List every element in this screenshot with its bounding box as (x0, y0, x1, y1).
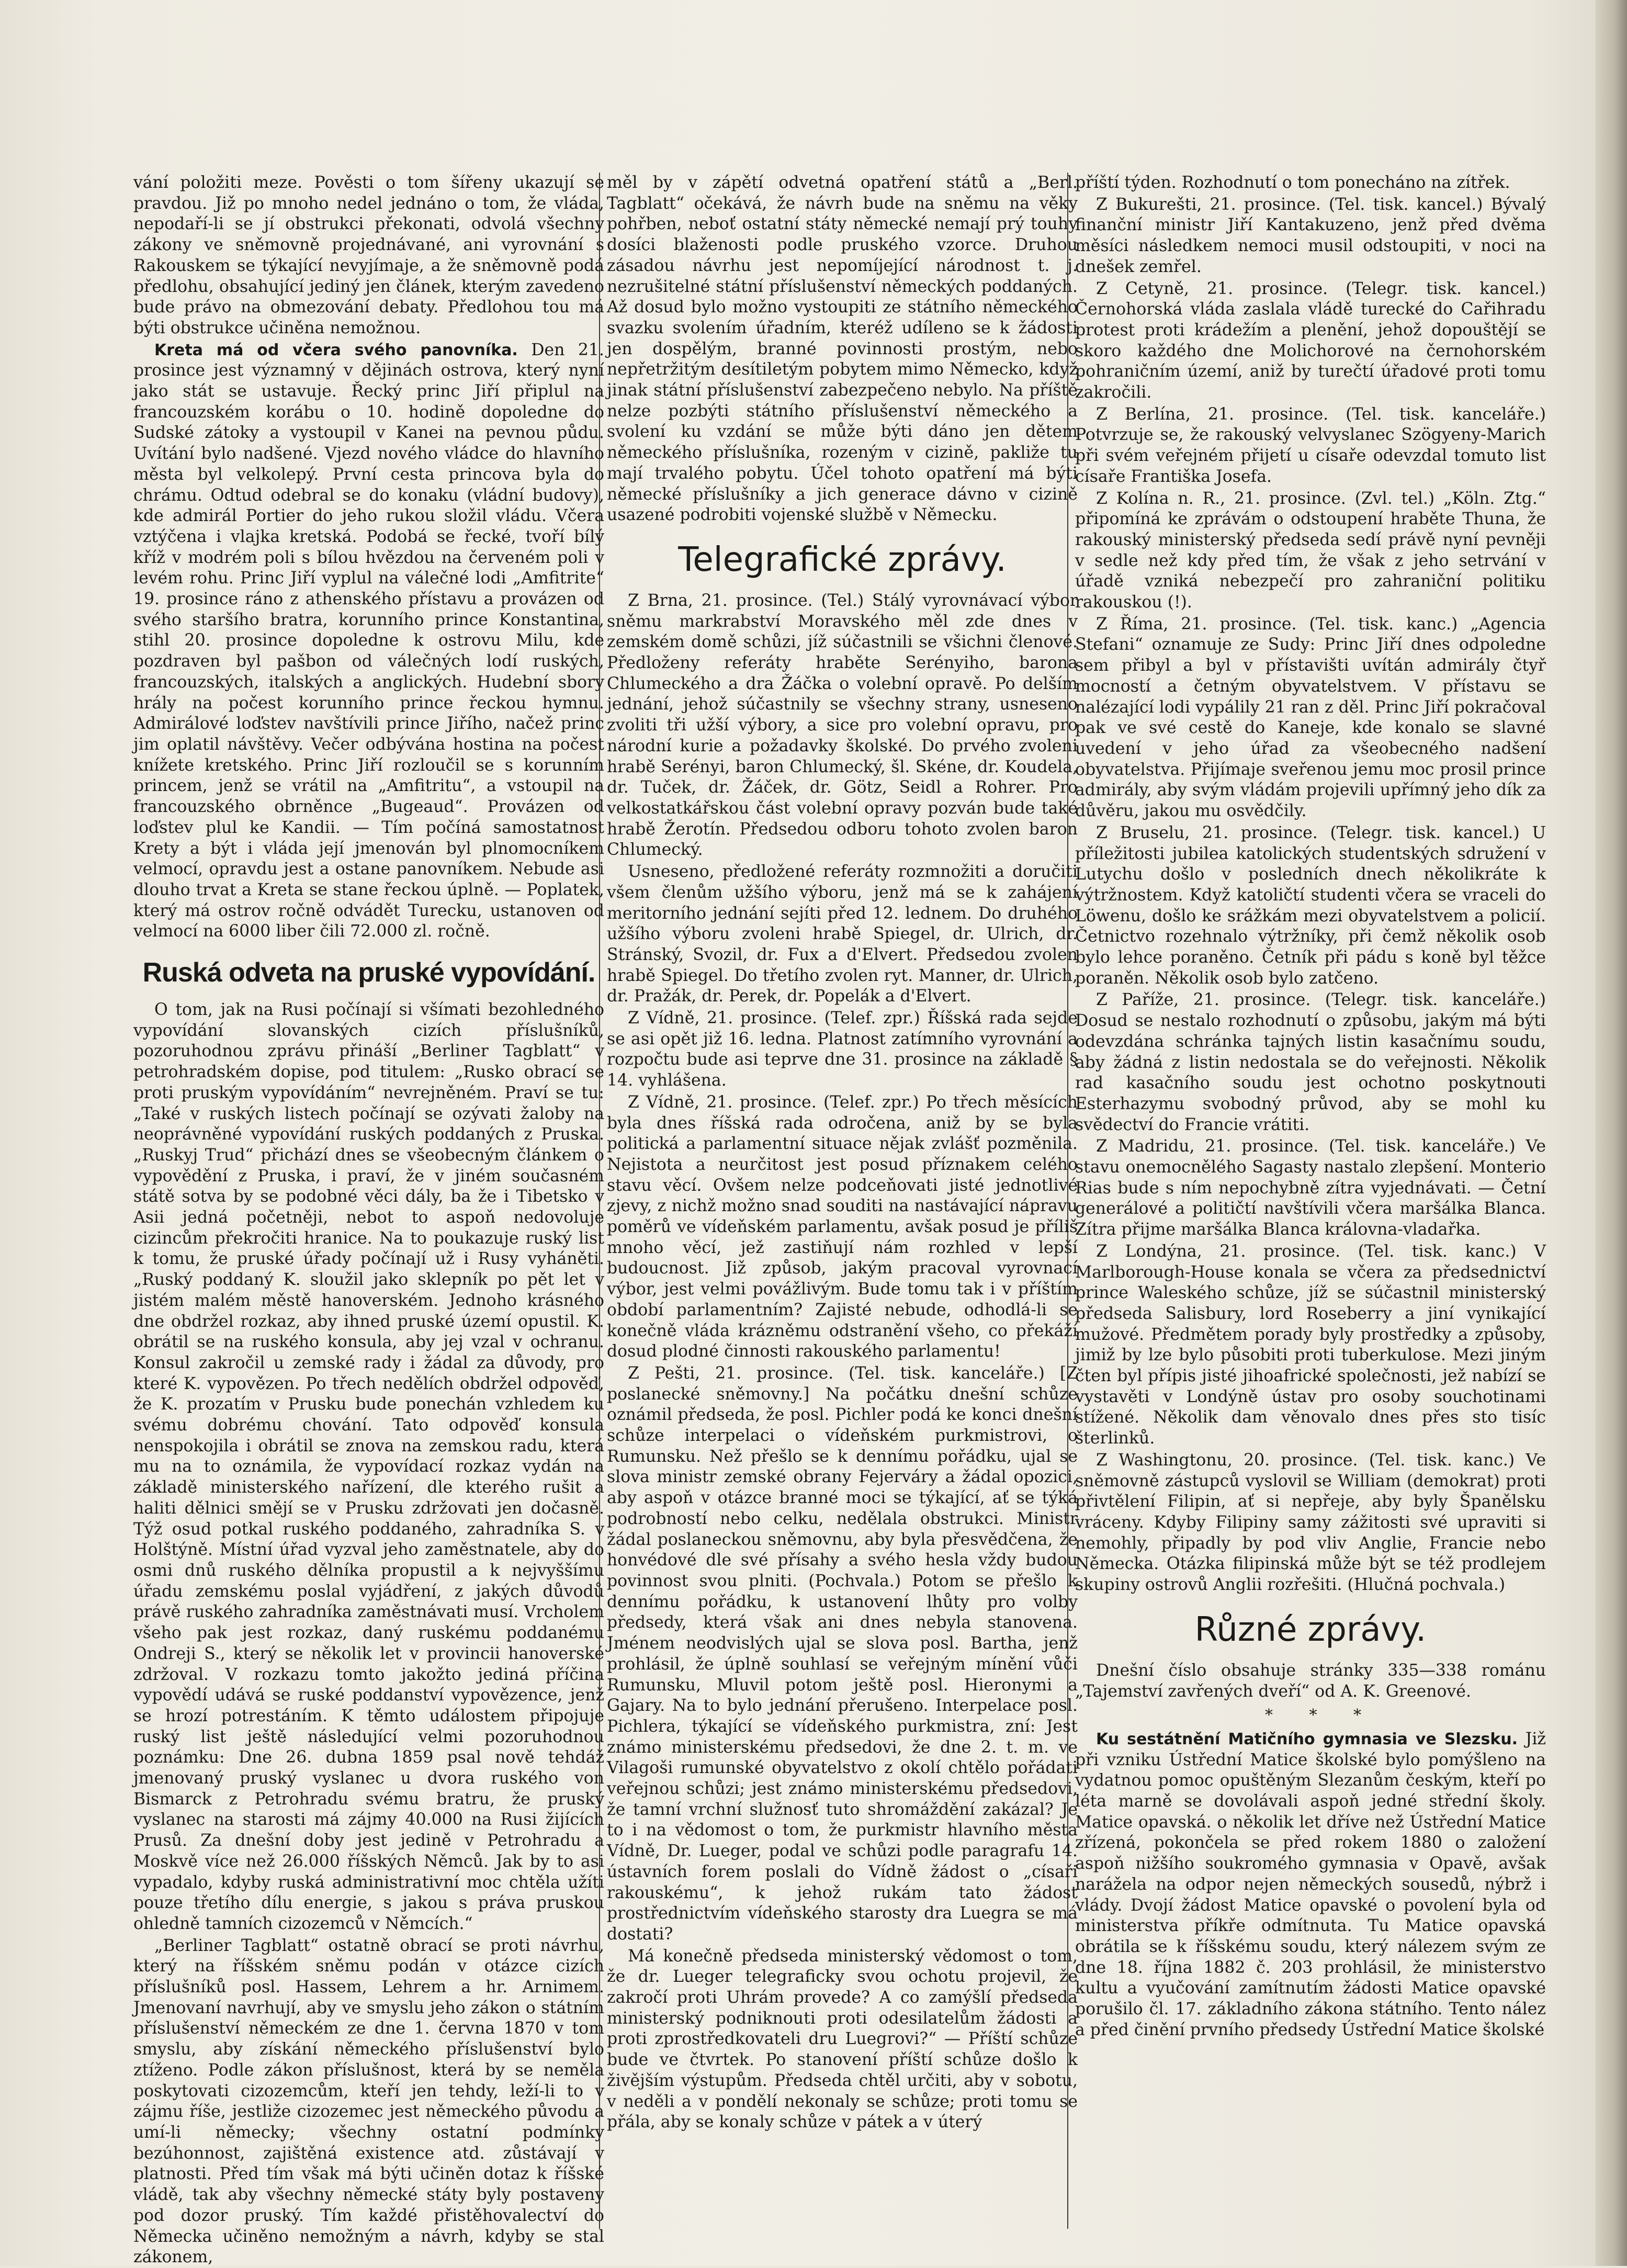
telegram-paragraph: Z Pešti, 21. prosince. (Tel. tisk. kanceláře.) [Z poslanecké sněmovny.] Na počátku dnešní schůze oznámil předseda, že posl. Pichler podá ke konci dnešní schůze interpelaci o vídeňském purkmistrovi, o Rumunsku. Než přešlo se k dennímu pořádku, ujal se slova ministr zemské obrany Fejerváry a žádal opozici, aby aspoň v otázce branné moci se týkající, ať se týká podrobností nebo celku, nedělala obstrukci. Ministr žádal poslaneckou sněmovnu, aby byla přesvědčena, že honvédové dle své přísahy a svého hesla vždy budou povinnost svou plniti. (Pochvala.) Potom se přešlo k dennímu pořádku, k ustanovení lhůty pro volby předsedy, která však ani dnes nebyla stanovena. Jménem neodvislých ujal se slova posl. Bartha, jenž prohlásil, že úplně souhlasí se veřejným mínění vůči Rumunsku, Mluvil potom ještě posl. Hieronymi a Gajary. Na to bylo jednání přerušeno. Interpelace posl. Pichlera, týkající se vídeňského purkmistra, zní: Jest známo ministerskému předsedovi, že dne 2. t. m. ve Vilagoši rumunské obyvatelstvo z okolí chtělo pořádati veřejnou schůzi; jest známo ministerskému předsedovi, že tamní vrchní služnosť tuto shromáždění zakázal? Je to i na vědomost o tom, že purkmistr hlavního města Vídně, Dr. Lueger, podal ve schůzi podle paragrafu 14. ústavních forem poslali do Vídně žádost o „císaři rakouskému“, k jehož rukám tato žádost prostřednictvím vídeňského starosty dra Luegra se má dostati? (607, 1363, 1078, 1944)
article-paragraph: „Berliner Tagblatt“ ostatně obrací se proti návrhu, který na říšském sněmu podán v otázce cizích příslušníků posl. Hassem, Lehrem a hr. Arnimem. Jmenovaní navrhují, aby ve smyslu jeho zákon o státním příslušenství německém ze dne 1. června 1870 v tom smyslu, aby získání německého příslušenství bylo ztíženo. Podle zákon příslušnost, která by se neměla poskytovati cizozemcům, kteří jen tehdy, leží-li to v zájmu říše, jestliže cizozemec jest německého původu a umí-li německy; všechny ostatní podmínky bezúhonnost, zajištěná existence atd. zůstávají v platnosti. Před tím však má býti učiněn dotaz k říšské vládě, tak aby všechny německé státy byly postaveny pod dozor pruský. Tím každé přistěhovalectví do Německa učiněno nemožným a návrh, kdyby se stal zákonem, (133, 1936, 604, 2267)
article-lead: Kreta má od včera svého panovníka. (154, 341, 518, 359)
telegram-paragraph: Z Říma, 21. prosince. (Tel. tisk. kanc.) „Agencia Stefani“ oznamuje ze Sudy: Princ Jiří dnes odpoledne sem přibyl a byl v přístavišti uvítán admirály čtyř mocností a četným obyvatelstvem. V přístavu se nalézající lodi vypálily 21 ran z děl. Princ Jiří pokračoval pak ve své cestě do Kaneje, kde konalo se slavné uvedení v jeho úřad za všeobecného nadšení obyvatelstva. Přijímaje sveřenou jemu moc prosil prince admirály, aby svým vládám projevili upřímný jeho dík za důvěru, jakou mu osvědčily. (1075, 614, 1546, 821)
section-heading: Různé zprávy. (1194, 1610, 1427, 1649)
telegram-paragraph: Z Washingtonu, 20. prosince. (Tel. tisk. kanc.) Ve sněmovně zástupců vyslovil se William (demokrat) proti přivtělení Filipin, ať si nepřeje, aby byly Španělsku vráceny. Kdyby Filipiny samy zážitosti své upraviti si nemohly, připadly by pod vliv Anglie, Francie nebo Německa. Otázka filipinská může být se též prodlejem skupiny ostrovů Anglii rozřešiti. (Hlučná pochvala.) (1075, 1450, 1546, 1595)
article-paragraph: O tom, jak na Rusi počínají si všímati bezohledného vypovídání slovanských cizích příslušníků, pozoruhodnou zprávu přináší „Berliner Tagblatt“ v petrohradském dopise, pod titulem: „Rusko obrací se proti pruským vypovídáním“ nevrejněném. Praví se tu: „Také v ruských listech počínají se ozývati žaloby na neoprávněné vypovídání ruských poddaných z Pruska. „Ruskyj Trud“ přichází dnes se všeobecným článkem o vypovědění z Pruska, i praví, že v jiném současném státě sotva by se podobné věci dály, ba že i Tibetsko v Asii jedná početněji, nebot to aspoň nedovoluje cizincům překročiti hranice. Na to poukazuje ruský list k tomu, že pruské úřady počínají už i Rusy vyháněti. „Ruský poddaný K. sloužil jako sklepník po pět let v jistém malém městě hanoverském. Jednoho krásného dne obdržel rozkaz, aby ihned pruské území opustil. K. obrátil se na ruského konsula, aby jej vzal v ochranu. Konsul zakročil u zemské rady i žádal za důvody, pro které K. vypovězen. Po třech nedělích obdržel odpověď, že K. prozatím v Prusku bude ponechán vzhledem ku svému dobrému chování. Tato odpověď konsula nenspokojila i obrátil se znova na zemskou radu, která mu na to oznámila, že vypovídací rozkaz vydán na základě ministerského nařízení, dle kterého rušit a haliti dělnici smějí se v Prusku zdržovati jen dočasně. Týž osud potkal ruského poddaného, zahradníka S. v Holštýně. Místní úřad vyzval jeho zaměstnatele, aby do osmi dnů ruského dělníka propustil a k nejvyššímu úřadu zemskému poslal vyjádření, z jakých důvodů právě ruského zahradníka zaměstnávati musí. Vrcholem všeho pak jest rozkaz, daný ruskému poddanému Ondreji S., který se několik let v provincii hanoverské zdržoval. V rozkazu tomto jakožto jediná příčina vypovědí udává se ruské poddanství vypovězence, jenž se hrozí potrestáním. K těmto událostem připojuje ruský list ještě následující velmi pozoruhodnou poznámku: Dne 26. dubna 1859 psal nově tehdáž jmenovaný pruský vyslanec u dvora ruského von Bismarck z Petrohradu svému bratru, že pruský vyslanec na starosti má zájmy 40.000 na Rusi žijících Prusů. Za dnešní doby jest jedině v Petrohradu a Moskvě více než 26.000 říšských Němců. Jak by to asi vypadalo, kdyby ruská administrativní moc chtěla užíti pouze třetího dílu energie, s jakou s práva pruskou ohledně tamních cizozemců v Němcích.“ (133, 1000, 604, 1933)
column-3 (1075, 173, 1546, 2224)
telegram-paragraph: Z Vídně, 21. prosince. (Telef. zpr.) Po třech měsících byla dnes říšská rada odročena, aniž by se byla politická a parlamentní situace nějak zvlášť pozměnila. Nejistota a neurčitost jest posud příznakem celého stavu věcí. Ovšem nelze podceňovati jisté jednotlivé zjevy, z nichž možno snad souditi na nastávající nápravu poměrů ve vídeňském parlamentu, avšak posud je příliš mnoho věcí, jež zastiňují nám rozhled v lepší budoucnost. Již způsob, jakým pracoval vyrovnací výbor, jest velmi povážlivým. Bude tomu tak i v příštím období parlamentním? Zajisté nebude, odhodlá-li se konečně vláda krázněmu odstranění všeho, co překáží dosud plodné činnosti rakouského parlamentu! (607, 1092, 1078, 1361)
article-paragraph: měl by v zápětí odvetná opatření států a „Berl. Tagblatt“ očekává, že návrh bude na sněmu na věky pohřben, neboť ostatní státy německé nemají prý touhy dosíci blaženosti podle pruského vzorce. Druhou zásadou návrhu jest nepomíjející národnost t. j. nezrušitelné státní příslušenství německých poddaných. Až dosud bylo možno vystoupiti ze státního německého svazku svolením úřadním, kteréž udíleno se k žádosti jen dospělým, branné povinnosti prostým, nebo nepřetržitým desítiletým pobytem mimo Německo, když jinak státní příslušenství zabezpečeno nebylo. Na příště nelze pozbýti státního příslušenství německého a svolení ku vzdání se může býti dáno jen dětem německého příslušníka, rozeným v cizině, pakliže tu mají trvalého pobytu. Účel tohoto opatření má býti německé příslušníky a jich generace dávno v cizině usazené podrobiti vojenské službě v Německu. (607, 173, 1078, 525)
telegram-paragraph: Z Paříže, 21. prosince. (Telegr. tisk. kanceláře.) Dosud se nestalo rozhodnutí o způsobu, jakým má býti odevzdána schránka tajných listin kasačnímu soudu, aby žádná z listin nedostala se do veřejnosti. Několik rad kasačního soudu jest ochotno poskytnouti Esterhazymu svobodný průvod, aby se mohl ku svědectví do Francie vrátiti. (1075, 990, 1546, 1134)
telegram-paragraph: Má konečně předseda ministerský vědomost o tom, že dr. Lueger telegraficky svou ochotu projevil, že zakročí proti Uhrám provede? A co zamýšlí předseda ministerský podniknouti proti odesilatelům žádosti a proti zprostředkovateli dru Luegrovi?“ — Příští schůze bude ve čtvrtek. Po stanovení příští schůze došlo k živějším výstupům. Předseda chtěl určiti, aby v sobotu, v neděli a v pondělí nekonaly se schůze; proti tomu se přála, aby se konaly schůze v pátek a v úterý (607, 1946, 1078, 2132)
notice-paragraph: Dnešní číslo obsahuje stránky 335—338 románu „Tajemství zavřených dveří“ od A. K. Greenové. (1075, 1661, 1546, 1701)
telegram-paragraph: Z Berlína, 21. prosince. (Tel. tisk. kanceláře.) Potvrzuje se, že rakouský velvyslanec Szögyeny-Marich při svém veřejném přijetí u císaře odevzdal tomuto list císaře Františka Josefa. (1075, 404, 1546, 486)
article-paragraph (1075, 1729, 1546, 2041)
telegram-paragraph: Z Madridu, 21. prosince. (Tel. tisk. kanceláře.) Ve stavu onemocnělého Sagasty nastalo zlepšení. Monterio Rias bude s ním nepochybně zítra vyjednávati. — Četní generálové a političtí navštívili včera maršálka Blanca. Zítra přijme maršálka Blanca královna-vladařka. (1075, 1137, 1546, 1239)
section-separator: * * * (1264, 1706, 1377, 1725)
article-paragraph (133, 340, 604, 942)
telegram-paragraph: Z Kolína n. R., 21. prosince. (Zvl. tel.) „Köln. Ztg.“ připomíná ke zprávám o odstoupení hraběte Thuna, že rakouský ministerský předseda sedí právě nyní pevněji v sedle než kdy před tím, že však z jeho setrvání v úřadě vzniká nebezpečí pro zahraniční politiku rakouskou (!). (1075, 489, 1546, 612)
telegram-paragraph: Z Vídně, 21. prosince. (Telef. zpr.) Říšská rada sejde se asi opět již 16. ledna. Platnost zatímního vyrovnání a rozpočtu bude asi teprve dne 31. prosince na základě § 14. vyhlášena. (607, 1009, 1078, 1090)
telegram-paragraph: příští týden. Rozhodnutí o tom ponecháno na zítřek. (1075, 173, 1510, 192)
page-spine-shadow (1596, 0, 1627, 2266)
column-1 (133, 173, 604, 2267)
article-text: Již při vzniku Ústřední Matice školské bylo pomýšleno na vydatnou pomoc opuštěným Slezanům českým, kteří po léta marně se dovolávali aspoň jedné střední školy. Matice opavská. o několik let dříve než Ústřední Matice zřízená, pokončela se před rokem 1880 o založení aspoň nižšího soukromého gymnasia v Opavě, avšak narážela na odpor nejen německých sousedů, nýbrž i vlády. Dvojí žádost Matice opavské o povolení byla od ministerstva příkře odmítnuta. Tu Matice opavská obrátila se k říšskému soudu, který nálezem svým ze dne 18. října 1882 č. 203 prohlásil, že ministerstvo kultu a vyučování zamítnutím žádosti Matice opavské porušilo čl. 17. základního zákona státního. Tento nález a před činění prvního předsedy Ústřední Matice školské (1075, 1729, 1546, 2039)
telegram-paragraph: Z Brna, 21. prosince. (Tel.) Stálý vyrovnávací výbor sněmu markrabství Moravského měl zde dnes v zemském domě schůzi, jíž súčastnili se všichni členové. Předloženy referáty hraběte Serényiho, barona Chlumeckého a dra Žáčka o volební opravě. Po delším jednání, jehož súčastnily se všechny strany, usneseno zvoliti tři užší výbory, a sice pro volební opravu, pro národní kurie a požadavky školské. Do prvého zvoleni hrabě Serényi, baron Chlumecký, šl. Skéne, dr. Koudela, dr. Tuček, dr. Žáček, dr. Götz, Seidl a Rohrer. Pro velkostatkářskou část volební opravy pozván bude také hrabě Žerotín. Předsedou odboru tohoto zvolen baron Chlumecký. (607, 591, 1078, 860)
article-paragraph: vání položiti meze. Pověsti o tom šířeny ukazují se pravdou. Již po mnoho nedel jednáno o tom, že vláda, nepodaří-li se jí obstrukci překonati, odvolá všechny zákony ve sněmovně projednávané, ani vyrovnání s Rakouskem se týkající nevyjímaje, a že sněmovně podá předlohu, obsahující jediný jen článek, kterým zavedeno bude právo na obmezování debaty. Předlohou tou má býti obstrukce učiněna nemožnou. (133, 173, 604, 337)
article-heading: Ruská odveta na pruské vypovídání. (142, 957, 595, 988)
telegram-paragraph: Z Cetyně, 21. prosince. (Telegr. tisk. kancel.) Černohorská vláda zaslala vládě turecké do Cařihradu protest proti krádežím a plenění, jehož dopouštějí se skoro každého dne Molichorové na černohorském pohraničním území, aniž by turečtí úřadové proti tomu zakročili. (1075, 279, 1546, 402)
article-lead: Ku sestátnění Matičního gymnasia ve Slezsku. (1096, 1730, 1518, 1748)
column-2 (607, 173, 1078, 2224)
telegram-paragraph: Z Bruselu, 21. prosince. (Telegr. tisk. kancel.) U příležitosti jubilea katolických studentských sdružení v Lutychu došlo v posledních dnech několikráte k výtržnostem. Když katoličtí studenti včera se vraceli do Löwenu, došlo ke srážkám mezi obyvatelstvem a policií. Četnictvo rozehnalo výtržníky, při čemž několik osob bylo lehce poraněno. Četník při pádu s koně byl těžce poraněn. Několik osob bylo zatčeno. (1075, 823, 1546, 988)
section-heading: Telegrafické zprávy. (678, 540, 1007, 579)
article-text: Den 21. prosince jest významný v dějinách ostrova, který nyní jako stát se ustavuje. Řecký princ Jiří připlul na francouzském korábu o 10. hodině dopoledne do Sudské zátoky a vystoupil v Kanei na pevnou půdu. Uvítání bylo nadšené. Vjezd nového vládce do hlavního města byl velkolepý. První cesta princova byla do chrámu. Odtud odebral se do konaku (vládní budovy), kde admirál Portier do jeho rukou složil vládu. Včera vztýčena i vlajka kretská. Podobá se řecké, tvoří bílý kříž v modrém poli s bílou hvězdou na červeném poli v levém rohu. Princ Jiří vyplul na válečné lodi „Amfitrite“ 19. prosince ráno z athenského přístavu a provázen od svého staršího bratra, korunního prince Konstantina, stihl 20. prosince dopoledne k ostrovu Milu, kde pozdraven byl pašbon od válečných lodí ruských, francouzských, italských a anglických. Hudební sbory hrály na počest korunního prince řeckou hymnu. Admirálové loďstev navštívili prince Jiřího, načež princ jim oplatil návštěvy. Večer odbývána hostina na počest knížete kretského. Princ Jiří rozloučil se s korunním princem, jenž se vrátil na „Amfitritu“, a vstoupil na francouzského obrněnce „Bugeaud“. Provázen od loďstev plul ke Kandii. — Tím počíná samostatnost Krety a být i vláda její jmenován byl plnomocníkem velmocí, opravdu jest a ostane panovníkem. Nebude asi dlouho trvat a Kreta se stane řeckou úplně. — Poplatek, který má ostrov ročně odvádět Turecku, ustanoven od velmocí na 6000 liber čili 72.000 zl. ročně. (133, 340, 604, 941)
telegram-paragraph: Z Londýna, 21. prosince. (Tel. tisk. kanc.) V Marlborough-House konala se včera za předsednictví prince Waleského schůze, jíž se súčastnil ministerský předseda Salisbury, lord Roseberry a jiní vynikající mužové. Předmětem porady byly prostředky a způsoby, jimiž by lze bylo působiti proti tuberkulose. Mezi jiným čten byl přípis jisté jihoafrické společnosti, jež nabízí se vystavěti v Londýně ústav pro osoby souchotinami stížené. Několik dam věnovalo dnes přes sto tisíc šterlinků. (1075, 1242, 1546, 1448)
telegram-paragraph: Z Bukurešti, 21. prosince. (Tel. tisk. kancel.) Bývalý finanční ministr Jiří Kantakuzeno, jenž před dvěma měsíci následkem nemoci musil odstoupiti, v noci na dnešek zemřel. (1075, 195, 1546, 276)
telegram-paragraph: Usneseno, předložené referáty rozmnožiti a doručiti všem členům užšího výboru, jenž má se k zahájení meritorního jednání sejíti před 12. lednem. Do druhého užšího výboru zvoleni hrabě Spiegel, dr. Ulrich, dr. Stránský, Svozil, dr. Fux a d'Elvert. Předsedou zvolen hrabě Spiegel. Do třetího zvolen ryt. Manner, dr. Ulrich, dr. Pražák, dr. Perek, dr. Popelák a d'Elvert. (607, 862, 1078, 1006)
